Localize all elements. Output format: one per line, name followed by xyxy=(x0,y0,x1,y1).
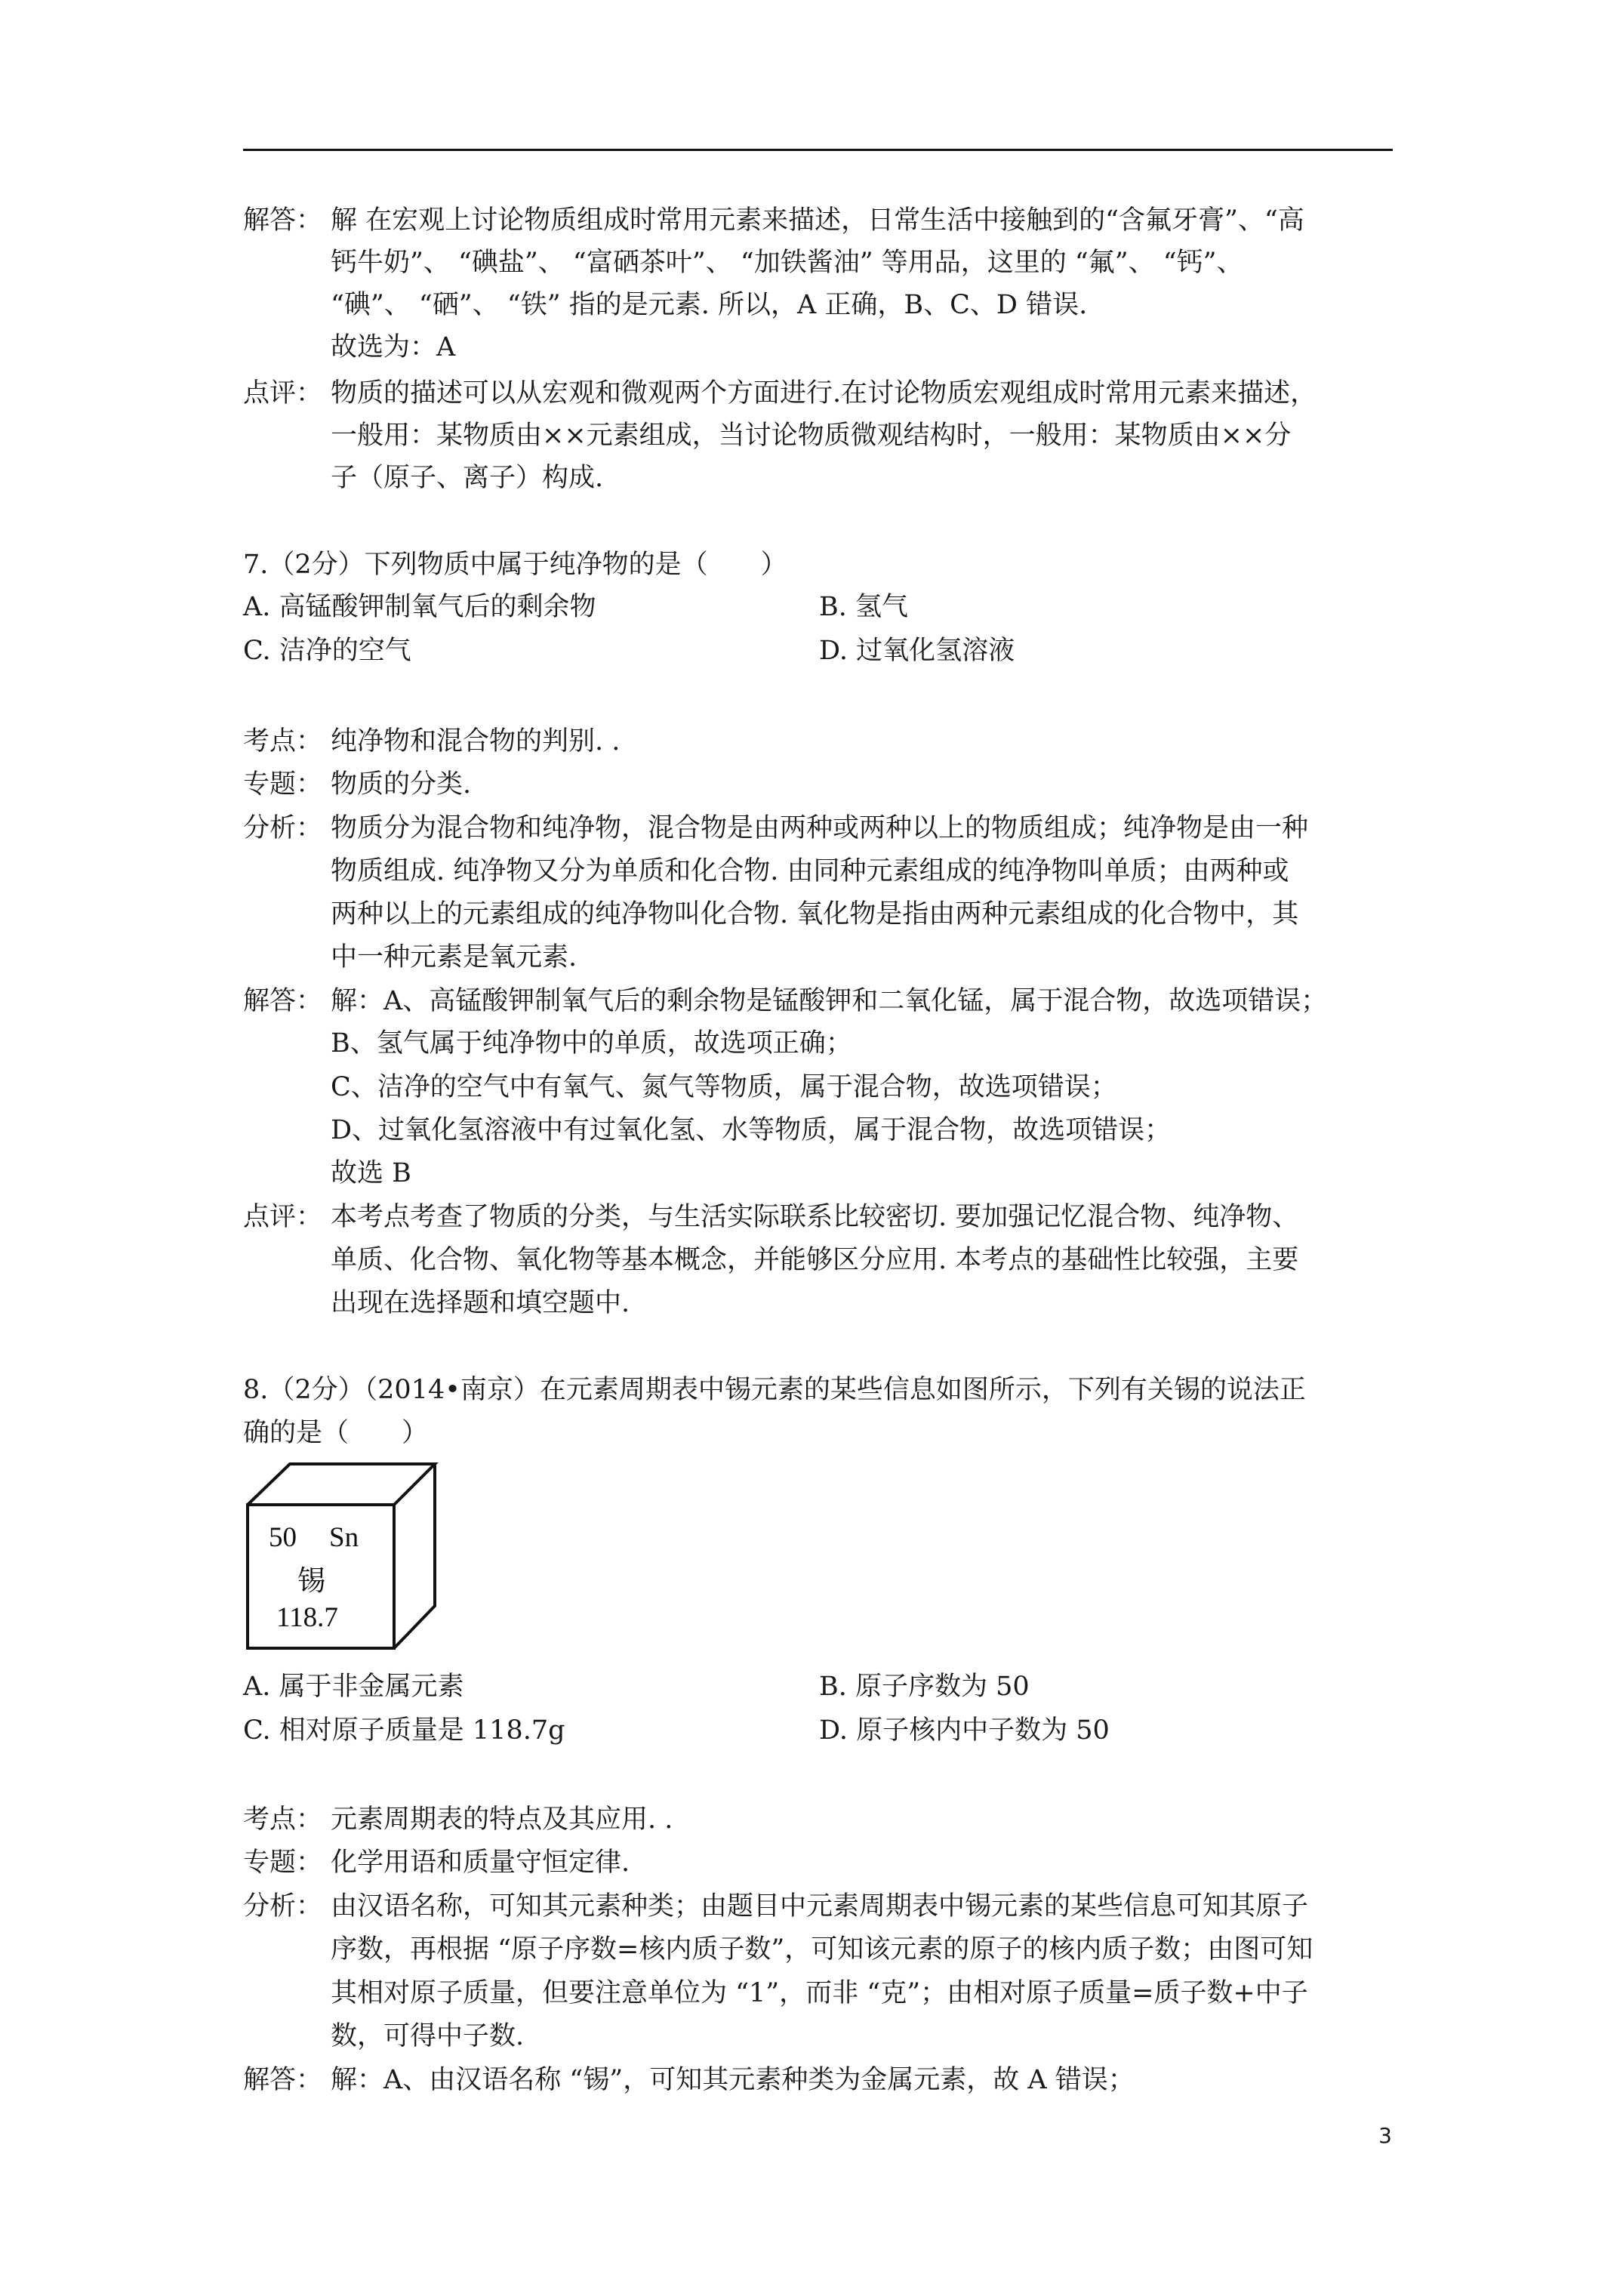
q7-jieda-line-4: D、过氧化氢溶液中有过氧化氢、水等物质，属于混合物，故选项错误； xyxy=(331,1115,1172,1145)
q7-fenxi-line-4: 中一种元素是氧元素. xyxy=(331,942,577,972)
q6-comment-line-3: 子（原子、离子）构成. xyxy=(331,463,604,493)
q8-fenxi-line-3: 其相对原子质量，但要注意单位为 “1”，而非 “克”；由相对原子质量=质子数+中子 xyxy=(331,1978,1308,2008)
q8-stem-line-1: 8.（2分）（2014•南京）在元素周期表中锡元素的某些信息如图所示，下列有关锡的说法正 xyxy=(243,1375,1306,1405)
q7-jieda-line-2: B、氢气属于纯净物中的单质，故选项正确； xyxy=(331,1028,852,1059)
element-name: 锡 xyxy=(297,1566,325,1597)
q8-fenxi-line-4: 数，可得中子数. xyxy=(331,2021,525,2051)
q8-fenxi-line-1: 分析： 由汉语名称，可知其元素种类；由题目中元素周期表中锡元素的某些信息可知其原子 xyxy=(243,1891,1309,1922)
q6-comment-line-1: 点评： 物质的描述可以从宏观和微观两个方面进行.在讨论物质宏观组成时常用元素来描述， xyxy=(243,375,1317,411)
q7-dianping-line-2: 单质、化合物、氧化物等基本概念，并能够区分应用. 本考点的基础性比较强，主要 xyxy=(331,1245,1299,1275)
element-symbol: Sn xyxy=(329,1522,359,1553)
q8-option-d: D. 原子核内中子数为 50 xyxy=(819,1715,1110,1746)
q7-jieda-line-5: 故选 B xyxy=(331,1158,411,1188)
q8-zhuanti: 专题： 化学用语和质量守恒定律. xyxy=(243,1848,630,1878)
q8-kaodian: 考点： 元素周期表的特点及其应用. . xyxy=(243,1804,673,1835)
q8-fenxi-line-2: 序数，再根据 “原子序数=核内质子数”，可知该元素的原子的核内质子数；由图可知 xyxy=(331,1934,1313,1965)
q8-jieda-line-1: 解答： 解：A、由汉语名称 “锡”，可知其元素种类为金属元素，故 A 错误； xyxy=(243,2065,1135,2095)
q8-stem-line-2: 确的是（ ） xyxy=(243,1418,429,1448)
q7-option-d: D. 过氧化氢溶液 xyxy=(819,636,1015,666)
q7-fenxi-line-2: 物质组成. 纯净物又分为单质和化合物. 由同种元素组成的纯净物叫单质；由两种或 xyxy=(331,856,1289,886)
q7-jieda-line-3: C、洁净的空气中有氧气、氮气等物质，属于混合物，故选项错误； xyxy=(331,1072,1117,1102)
q7-option-a: A. 高锰酸钾制氧气后的剩余物 xyxy=(243,592,596,622)
q7-fenxi-line-3: 两种以上的元素组成的纯净物叫化合物. 氧化物是指由两种元素组成的化合物中，其 xyxy=(331,899,1299,929)
q7-fenxi-line-1: 分析： 物质分为混合物和纯净物，混合物是由两种或两种以上的物质组成；纯净物是由一种 xyxy=(243,813,1309,843)
tin-element-cube-figure xyxy=(243,1459,439,1653)
page-number: 3 xyxy=(1378,2123,1392,2148)
q7-option-c: C. 洁净的空气 xyxy=(243,636,411,666)
atomic-mass: 118.7 xyxy=(276,1602,338,1633)
answer-label: 解答： xyxy=(243,205,323,236)
q6-answer-line-1: 解答： 解 在宏观上讨论物质组成时常用元素来描述，日常生活中接触到的“含氟牙膏”、“高 xyxy=(243,202,1304,239)
q6-comment-line-2: 一般用：某物质由××元素组成，当讨论物质微观结构时，一般用：某物质由××分 xyxy=(331,421,1292,451)
atomic-number: 50 xyxy=(269,1522,297,1553)
q6-answer-line-3: “碘”、 “硒”、 “铁” 指的是元素. 所以，A 正确，B、C、D 错误. xyxy=(331,290,1088,320)
q8-option-a: A. 属于非金属元素 xyxy=(243,1672,464,1702)
q7-dianping-line-3: 出现在选择题和填空题中. xyxy=(331,1288,630,1318)
q8-option-c: C. 相对原子质量是 118.7g xyxy=(243,1715,565,1746)
q6-answer-line-2: 钙牛奶”、 “碘盐”、 “富硒茶叶”、 “加铁酱油” 等用品，这里的 “氟”、 “钙”、 xyxy=(331,248,1243,278)
q7-zhuanti: 专题： 物质的分类. xyxy=(243,769,472,800)
header-rule xyxy=(243,149,1393,151)
q7-kaodian: 考点： 纯净物和混合物的判别. . xyxy=(243,726,621,757)
q7-option-b: B. 氢气 xyxy=(819,592,908,622)
q7-stem: 7.（2分）下列物质中属于纯净物的是（ ） xyxy=(243,550,787,580)
q8-option-b: B. 原子序数为 50 xyxy=(819,1672,1030,1702)
q7-jieda-line-1: 解答： 解：A、高锰酸钾制氧气后的剩余物是锰酸钾和二氧化锰，属于混合物，故选项错误； xyxy=(243,986,1328,1016)
comment-label: 点评： xyxy=(243,378,323,408)
cube-outline xyxy=(243,1459,439,1653)
q7-dianping-line-1: 点评： 本考点考查了物质的分类，与生活实际联系比较密切. 要加强记忆混合物、纯净物、 xyxy=(243,1202,1299,1232)
q6-answer-line-4: 故选为：A xyxy=(331,332,456,362)
